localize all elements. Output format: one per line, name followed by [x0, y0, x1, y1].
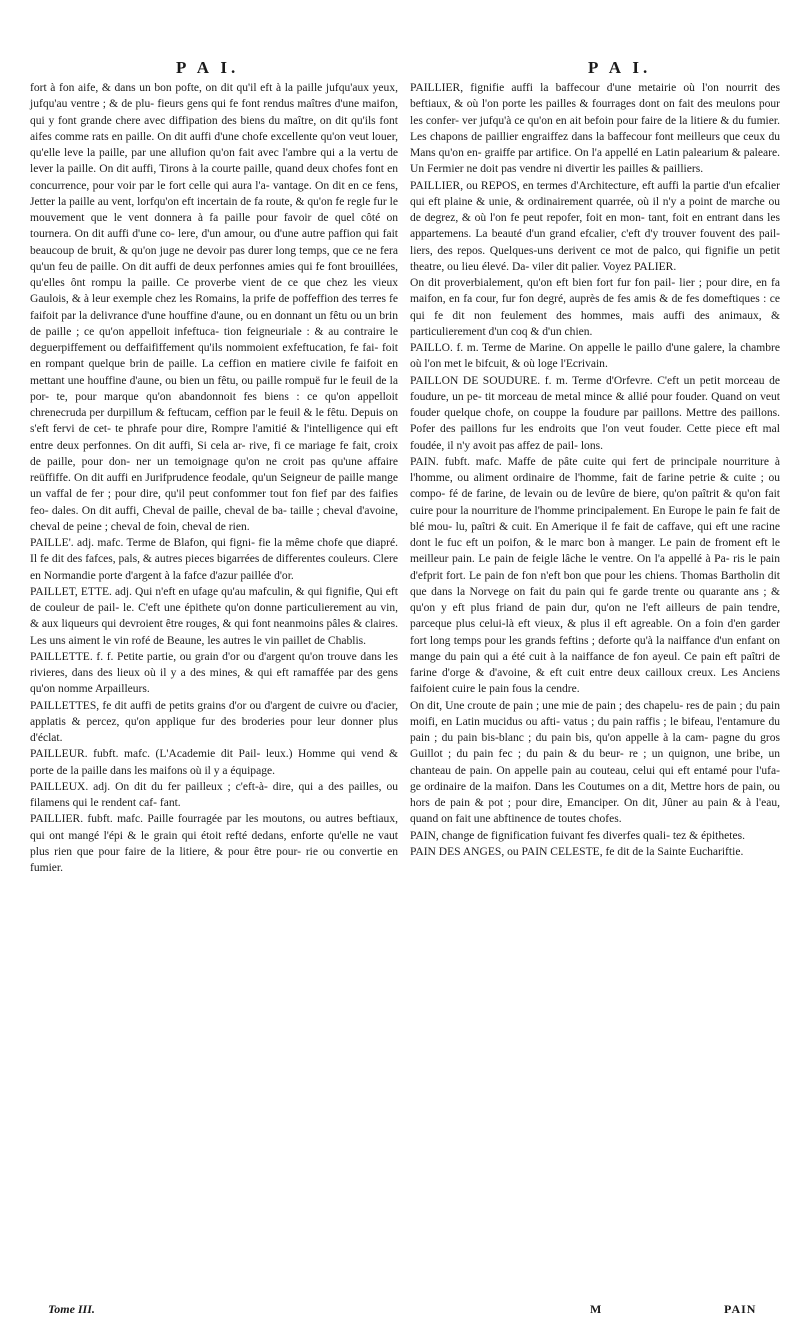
- running-head-right: P A I.: [588, 58, 652, 77]
- volume-label: Tome III.: [48, 1302, 95, 1316]
- entry-paillet: PAILLET, ETTE. adj. Qui n'eft en ufage qu'au mafculin, & qui fignifie, Qui eft de couleur de pail- le. C'eft une épithete qu'on donne particulierement au vin, & aux liqueurs qui devroient être rouges, & qui font neanmoins pâles & claires. Les uns aiment le vin rofé de Beaune, les autres le vin paillet de Chablis.: [30, 585, 398, 647]
- entry-paillo: PAILLO. f. m. Terme de Marine. On appelle le paillo d'une galere, la chambre où l'on met le bifcuit, & où loge l'Ecrivain.: [410, 342, 780, 371]
- running-header: [0, 58, 800, 80]
- entry-pain-expressions: On dit, Une croute de pain ; une mie de pain ; des chapelu- res de pain ; du pain moifi, en Latin mucidus ou afti- vatus ; du pain raffis ; le bifeau, l'entamure du pain ; du pain bis-blanc ; du pain bis, qu'on appelle à la cam- pagne du gros Guillot ; du pain fec ; du pain & du beur- re ; un quignon, une bribe, un chanteau de pain. On appelle pain au couteau, celui qui eft entamé pour l'ufa- ge ordinaire de la maifon. Dans les Coutumes on a dit, Mettre hors de pain, ou hors de pain & pot ; pour dire, Emanciper. On dit, Jûner au pain & à l'eau, quand on fait une abftinence de toutes chofes.: [410, 699, 780, 826]
- left-column: [30, 80, 398, 876]
- entry-pain-des-anges: PAIN DES ANGES, ou PAIN CELESTE, fe dit de la Sainte Euchariftie.: [410, 845, 744, 858]
- signature-mark: M: [590, 1302, 602, 1316]
- entry-paillier-repos: PAILLIER, ou REPOS, en termes d'Architecture, eft auffi la partie d'un efcalier qui eft plaine & unie, & ordinairement quarrée, où il n'y a point de marche ou de degrez, & où l'on fe peut repofer, foit en mon- tant, foit en entrant dans les appartemens. La beauté d'un grand efcalier, c'eft d'y trouver fouvent des pail- liers, des repos. Quelques-uns derivent ce mot de palco, qui fignifie un petit theatre, ou lieu élevé. Da- viler dit palier. Voyez PALIER.: [410, 179, 780, 273]
- entry-paillier-proverb: On dit proverbialement, qu'on eft bien fort fur fon pail- lier ; pour dire, en fa maifon, en fa cour, fur fon degré, auprès de fes amis & de fes domeftiques : ce qui fe dit non feulement des hommes, mais auffi des animaux, & particulierement d'un coq & d'un chien.: [410, 277, 780, 338]
- entry-paille-adj: PAILLE'. adj. mafc. Terme de Blafon, qui figni- fie la même chofe que diapré. Il fe dit des fafces, pals, & autres pieces bigarrées de differentes couleurs. Clere en Normandie porte d'argent à la fafce d'azur paillée d'or.: [30, 537, 398, 582]
- page-footer: [0, 1302, 800, 1320]
- right-column: [410, 80, 780, 860]
- entry-paillon: PAILLON DE SOUDURE. f. m. Terme d'Orfevre. C'eft un petit morceau de foudure, un pe- tit morceau de metal mince & allié pour fouder. Quand on veut fouder quelque chofe, on couppe la foudure par paillons. Mettre des paillons. Pofer des paillons fur les endroits que l'on veut fouder. Cette piece eft mal foudée, il n'y avoit pas affez de pail- lons.: [410, 374, 780, 452]
- entry-paillettes: PAILLETTES, fe dit auffi de petits grains d'or ou d'argent de cuivre ou d'acier, applatis & percez, qu'on applique fur des broderies pour leur donner plus d'éclat.: [30, 699, 398, 744]
- entry-paillier-basse-cour: PAILLIER, fignifie auffi la baffecour d'une metairie où l'on nourrit des beftiaux, & où l'on porte les pailles & fourrages dont on fait des meulons pour les confer- ver jufqu'à ce qu'on en ait befoin pour faire de la litiere & du fumier. Les chapons de paillier engraiffez dans la baffecour font meilleurs que ceux du Mans qu'on en- graiffe par artifice. On l'a appellé en Latin palearium & paleare. Un Fermier ne doit pas vendre ni divertir les pailles & pailliers.: [410, 82, 780, 176]
- running-head-left: P A I.: [176, 58, 240, 77]
- entry-pailleux: PAILLEUX. adj. On dit du fer pailleux ; c'eft-à- dire, qui a des pailles, ou filamens qui le rendent caf- fant.: [30, 780, 398, 809]
- entry-pain-signification: PAIN, change de fignification fuivant fes diverfes quali- tez & épithetes.: [410, 829, 745, 842]
- entry-paillier: PAILLIER. fubft. mafc. Paille fourragée par les moutons, ou autres beftiaux, qui ont mangé l'épi & le grain qui étoit refté dedans, enforte qu'elle ne vaut plus rien que pour faire de la litiere, & pour être pour- rie ou convertie en fumier.: [30, 813, 398, 874]
- entry-paillette: PAILLETTE. f. f. Petite partie, ou grain d'or ou d'argent qu'on trouve dans les rivieres, dans des lieux où il y a des mines, & qui eft ramaffée par des gens qu'on nomme Arpailleurs.: [30, 650, 398, 696]
- catchword: PAIN: [724, 1302, 757, 1316]
- entry-pain: PAIN. fubft. mafc. Maffe de pâte cuite qui fert de principale nourriture à l'homme, ou aliment ordinaire de l'homme, fait de farine petrie & cuite ; ou compo- fé de farine, de levain ou de levûre de biere, qu'on paîtrit & qu'on fait cuire pour la nourriture de l'homme principalement. En Europe le pain fe fait de blé mou- lu, paîtri & cuit. En Amerique il fe fait de caffave, qui eft une racine dont le fuc eft un poifon, & le marc bon à manger. Le pain de froment eft le meilleur pain. Le pain de feigle lâche le ventre. On l'a appellé à Pa- ris le pain d'efprit fort. Le pain de fon n'eft bon que pour les chiens. Thomas Bartholin dit que dans la Norvege on fait du pain qui fe garde trente ou quarante ans ; & qu'on y eft plus friand de pain dur, qu'on ne l'eft ailleurs de pain tendre, parceque plus celui-là eft vieux, & plus il eft agreable. On a foin d'en garder fort long temps pour les grands feftins ; deforte qu'à la naiffance d'un enfant on mange du pain qui a été cuit à la naiffance de fon ayeul. Ce pain eft paîtri de farine d'orge & d'avoine, & eft cuit entre deux cailloux creux. Les Anciens faifoient cuire le pain fous la cendre.: [410, 455, 780, 696]
- entry-pailleur: PAILLEUR. fubft. mafc. (L'Academie dit Pail- leux.) Homme qui vend & porte de la paille dans les maifons où il y a équipage.: [30, 748, 398, 777]
- entry-paille-cont: fort à fon aife, & dans un bon pofte, on dit qu'il eft à la paille jufqu'aux yeux, jufqu'au ventre ; & de plu- fieurs gens qui fe font rendus maîtres d'une maifon, qui y font grande chere avec diffipation des biens du maître, on dit qu'ils font aifes comme rats en paille. On dit auffi d'une chofe excellente qu'on veut louer, qu'elle leve la paille, par une allufion qu'on fait avec l'ambre qui a la vertu de lever la paille. On dit auffi, Tirons à la courte paille, quand deux chofes font en concurrence, pour voir par le fort celle qui aura l'a- vantage. On dit en ce fens, Jetter la paille au vent, lorfqu'on eft incertain de fa route, & qu'on fe regle fur le mouvement que le vent donnera à fa paille pour favoir de quel côté on tournera. On dit auffi d'une co- lere, d'un amour, ou d'une autre paffion qui fait beaucoup de bruit, & qu'on juge ne devoir pas durer long temps, que ce ne fera qu'un feu de paille. On dit auffi de deux perfonnes amies qui fe font brouillées, qu'elles ônt rompu la paille. Ce proverbe vient de ce que chez les vieux Gaulois, & à leur exemple chez les Romains, la prife de poffeffion des terres fe faifoit par la delivrance d'une houffine d'aune, ou en donnant un fêtu ou un brin de paille ; ce qu'on appelloit infeftuca- tion feigneuriale : & au contraire le deguerpiffement ou deffaififfement qu'ils nommoient exfeftucation, fe fai- foit en rompant quelque brin de paille. La ceffion en matiere civile fe faifoit en mettant une houffine d'aune, ou bien un fêtu, ou paille rompuë fur le feuil de la por- te, pour marque qu'on abandonnoit fes biens : ce qu'on appelloit chrenecruda per durpillum & feftucam, ceffion par le feuil & le fêtu. Depuis on s'eft fervi de cet- te phrafe pour dire, Rompre l'amitié & l'intelligence qui eft entre deux perfonnes. On dit auffi, Si cela ar- rive, fi ce mariage fe fait, croix de paille, pour don- ner un temoignage qu'on ne croit pas qu'une affaire reüffiffe. On dit auffi en Jurifprudence feodale, qu'un Seigneur de paille mange un vaffal de fer ; pour dire, qu'il peut confommer tout fon fief par des faifies feo- dales. On dit auffi, Cheval de paille, cheval de ba- taille ; cheval d'avoine, cheval de peine ; cheval de foin, cheval de rien.: [30, 82, 398, 533]
